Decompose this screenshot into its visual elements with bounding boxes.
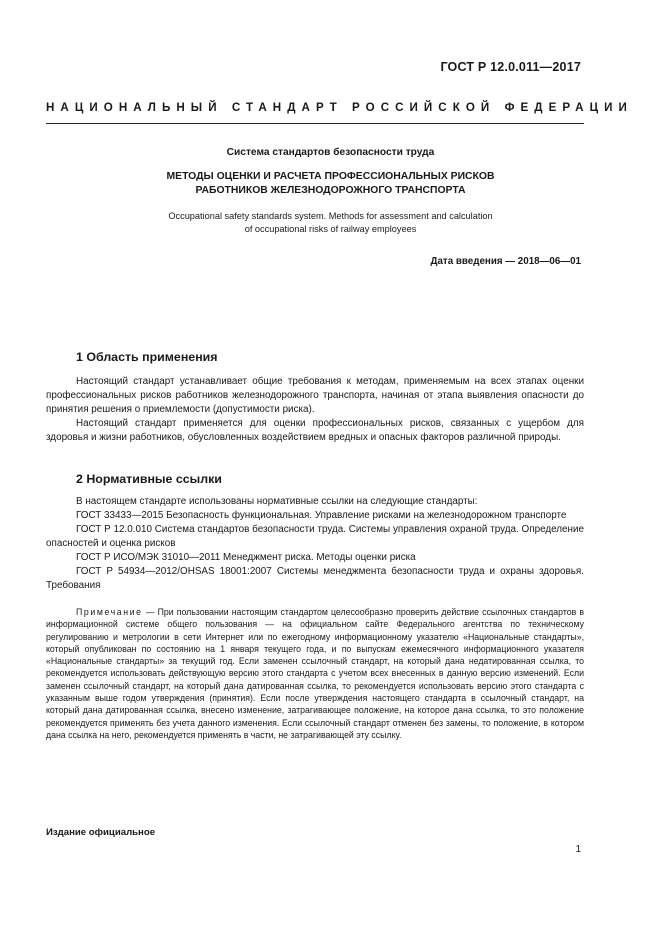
note-label: Примечание (76, 607, 143, 617)
section-2-body (46, 495, 584, 593)
title-en-line-1: Occupational safety standards system. Methods for assessment and calculation (168, 211, 493, 221)
document-number: ГОСТ Р 12.0.011—2017 (440, 60, 581, 74)
section-2-intro: В настоящем стандарте использованы нормативные ссылки на следующие стандарты: (76, 496, 478, 507)
section-1-heading: 1 Область применения (76, 350, 218, 364)
page-number: 1 (575, 844, 581, 855)
document-title-english (0, 210, 661, 236)
document-title (0, 170, 661, 198)
references-note (46, 606, 584, 741)
header-divider (46, 123, 584, 124)
reference-item: ГОСТ Р ИСО/МЭК 31010—2011 Менеджмент риска. Методы оценки риска (76, 552, 416, 563)
section-2-heading: 2 Нормативные ссылки (76, 472, 222, 486)
title-en-line-2: of occupational risks of railway employees (244, 224, 417, 234)
effective-date: Дата введения — 2018—06—01 (430, 256, 581, 267)
reference-item: ГОСТ Р 12.0.010 Система стандартов безопасности труда. Системы управления охраной труда. Определение опасностей и оценка рисков (46, 524, 584, 549)
section-1-paragraph-2: Настоящий стандарт применяется для оценки профессиональных рисков, связанных с ущербом для здоровья и жизни работников, обусловленных воздействием вредных и опасных факторов различной природы. (46, 418, 584, 443)
official-edition-label: Издание официальное (46, 827, 156, 838)
reference-item: ГОСТ Р 54934—2012/OHSAS 18001:2007 Системы менеджмента безопасности труда и охраны здоровья. Требования (46, 566, 584, 591)
national-standard-banner: НАЦИОНАЛЬНЫЙ СТАНДАРТ РОССИЙСКОЙ ФЕДЕРАЦИИ (46, 101, 633, 114)
title-line-1: МЕТОДЫ ОЦЕНКИ И РАСЧЕТА ПРОФЕССИОНАЛЬНЫХ РИСКОВ (166, 171, 495, 182)
section-1-body (46, 375, 584, 445)
section-1-paragraph-1: Настоящий стандарт устанавливает общие требования к методам, применяемым на всех этапах оценки профессиональных рисков работников железнодорожного транспорта, начиная от этапа выявления опасности до принятия решения о приемлемости (допустимости риска). (46, 376, 584, 415)
standards-series: Система стандартов безопасности труда (226, 147, 435, 158)
reference-item: ГОСТ 33433—2015 Безопасность функциональная. Управление рисками на железнодорожном транспорте (76, 510, 567, 521)
title-line-2: РАБОТНИКОВ ЖЕЛЕЗНОДОРОЖНОГО ТРАНСПОРТА (195, 185, 466, 196)
note-text: — При пользовании настоящим стандартом целесообразно проверить действие ссылочных стандартов в информационной системе общего пользования — на официальном сайте Федерального агентства по техническому регулированию и метрологии в сети Интернет или по ежегодному информационному указателю «Национальные стандарты», который опубликован по состоянию на 1 января текущего года, и по выпускам ежемесячного информационного указателя «Национальные стандарты» за текущий год. Если заменен ссылочный стандарт, на который дана недатированная ссылка, то рекомендуется использовать действующую версию этого стандарта с учетом всех внесенных в данную версию изменений. Если заменен ссылочный стандарт, на который дана датированная ссылка, то рекомендуется использовать версию этого стандарта с указанным выше годом утверждения (принятия). Если после утверждения настоящего стандарта в ссылочный стандарт, на который дана датированная ссылка, внесено изменение, затрагивающее положение, на которое дана ссылка, то это положение рекомендуется применять без учета данного изменения. Если ссылочный стандарт отменен без замены, то положение, в котором дана ссылка на него, рекомендуется применять в части, не затрагивающей эту ссылку. (46, 607, 584, 740)
